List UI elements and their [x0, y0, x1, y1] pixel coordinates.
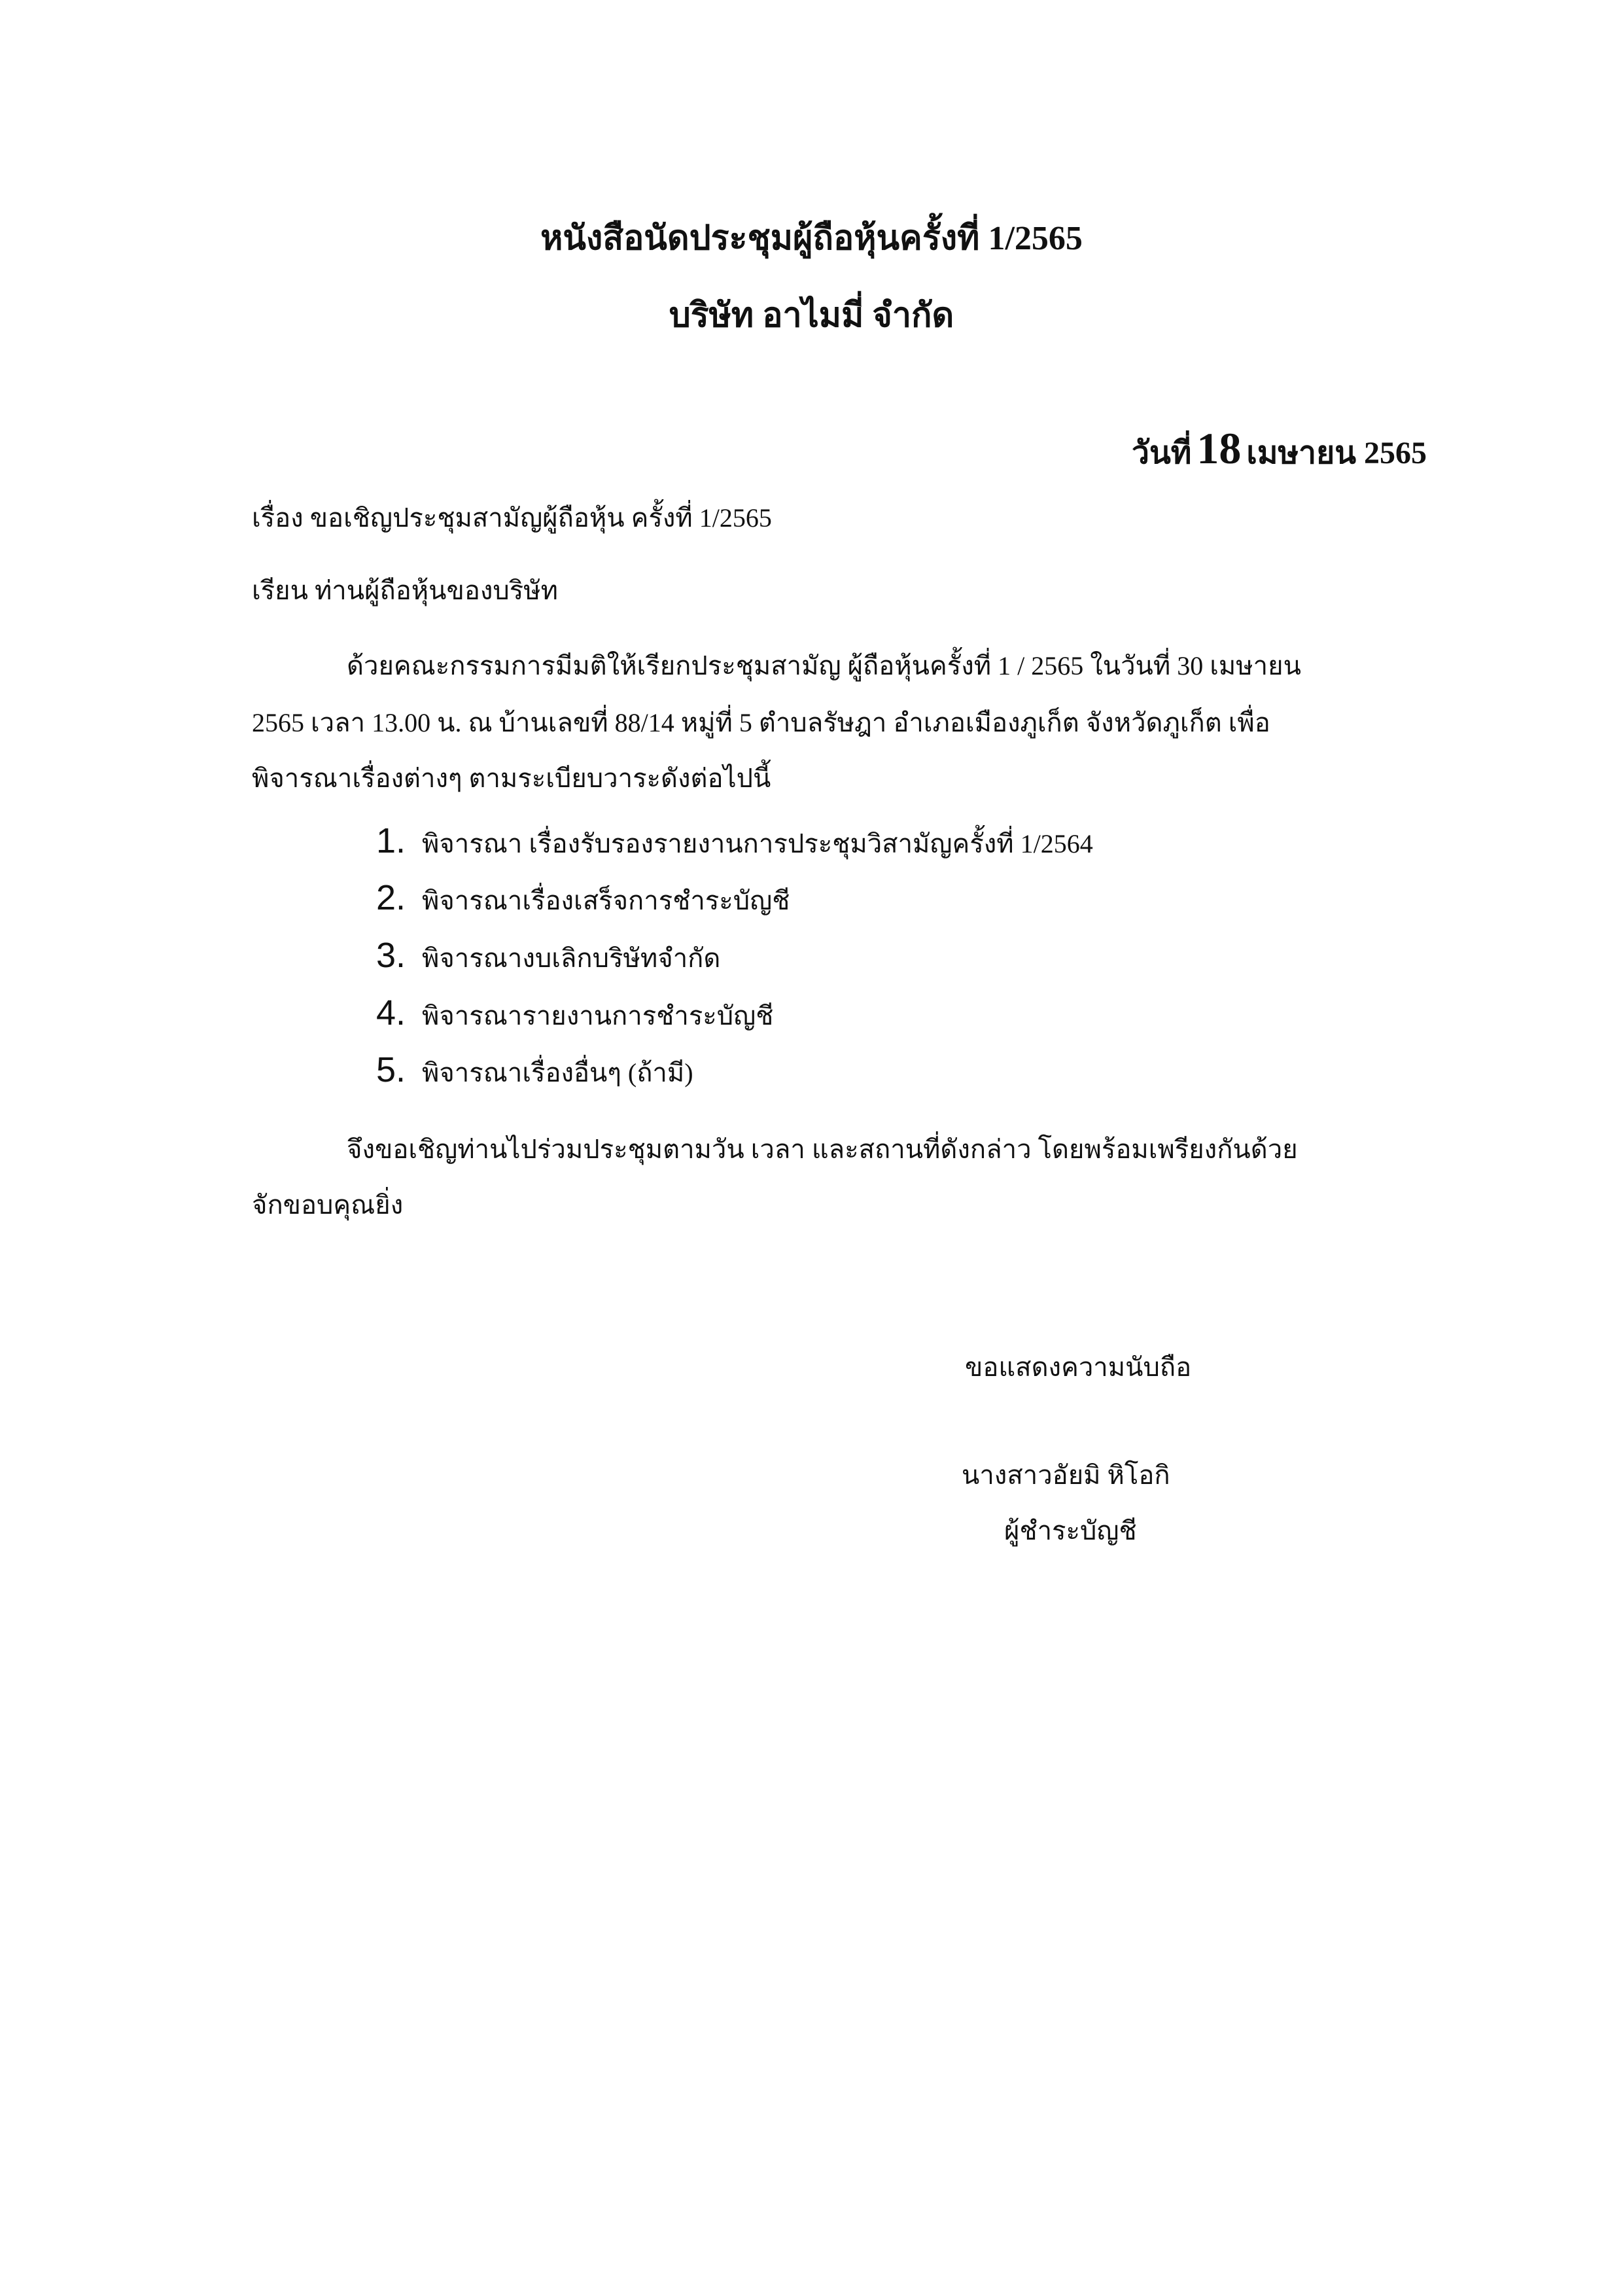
salutation-line: เรียน ท่านผู้ถือหุ้นของบริษัท: [252, 576, 559, 605]
body-paragraph-line: 2565 เวลา 13.00 น. ณ บ้านเลขที่ 88/14 หมู่ที่ 5 ตำบลรัษฎา อำเภอเมืองภูเก็ต จังหวัดภูเก็ต เพื่อ: [252, 708, 1270, 737]
closing-paragraph-line: จักขอบคุณยิ่ง: [252, 1190, 404, 1220]
agenda-number: 5.: [376, 1050, 406, 1089]
closing-paragraph-line: จึงขอเชิญท่านไปร่วมประชุมตามวัน เวลา และสถานที่ดังกล่าว โดยพร้อมเพรียงกันด้วย: [347, 1135, 1298, 1164]
agenda-number: 2.: [376, 878, 406, 917]
agenda-text: พิจารณา เรื่องรับรองรายงานการประชุมวิสามัญครั้งที่ 1/2564: [422, 829, 1093, 858]
agenda-item: [376, 993, 773, 1042]
subject-line: เรื่อง ขอเชิญประชุมสามัญผู้ถือหุ้น ครั้งที่ 1/2565: [252, 503, 772, 533]
signatory-role: ผู้ชำระบัญชี: [1004, 1516, 1137, 1545]
document-title: หนังสือนัดประชุมผู้ถือหุ้นครั้งที่ 1/2565: [540, 220, 1083, 257]
signature-regards: ขอแสดงความนับถือ: [965, 1352, 1192, 1382]
body-paragraph-line: พิจารณาเรื่องต่างๆ ตามระเบียบวาระดังต่อไปนี้: [252, 764, 771, 793]
agenda-item: [376, 936, 720, 984]
date-prefix: วันที่: [1132, 436, 1192, 470]
date-month-year: เมษายน 2565: [1246, 436, 1427, 470]
date-day: 18: [1196, 423, 1242, 473]
agenda-number: 3.: [376, 936, 406, 975]
agenda-text: พิจารณาเรื่องอื่นๆ (ถ้ามี): [422, 1058, 693, 1087]
agenda-text: พิจารณาเรื่องเสร็จการชำระบัญชี: [422, 886, 790, 915]
agenda-text: พิจารณางบเลิกบริษัทจำกัด: [422, 944, 721, 973]
signatory-name: นางสาวอัยมิ หิโอกิ: [962, 1460, 1170, 1490]
document-date: [1132, 425, 1427, 476]
agenda-text: พิจารณารายงานการชำระบัญชี: [422, 1001, 774, 1031]
agenda-number: 1.: [376, 821, 406, 860]
company-name: บริษัท อาไมมี่ จำกัด: [669, 297, 954, 334]
agenda-number: 4.: [376, 993, 406, 1033]
body-paragraph-line: ด้วยคณะกรรมการมีมติให้เรียกประชุมสามัญ ผู้ถือหุ้นครั้งที่ 1 / 2565 ในวันที่ 30 เมษายน: [347, 651, 1301, 680]
agenda-item: [376, 878, 790, 927]
agenda-item: [376, 821, 1093, 870]
agenda-item: [376, 1050, 693, 1099]
